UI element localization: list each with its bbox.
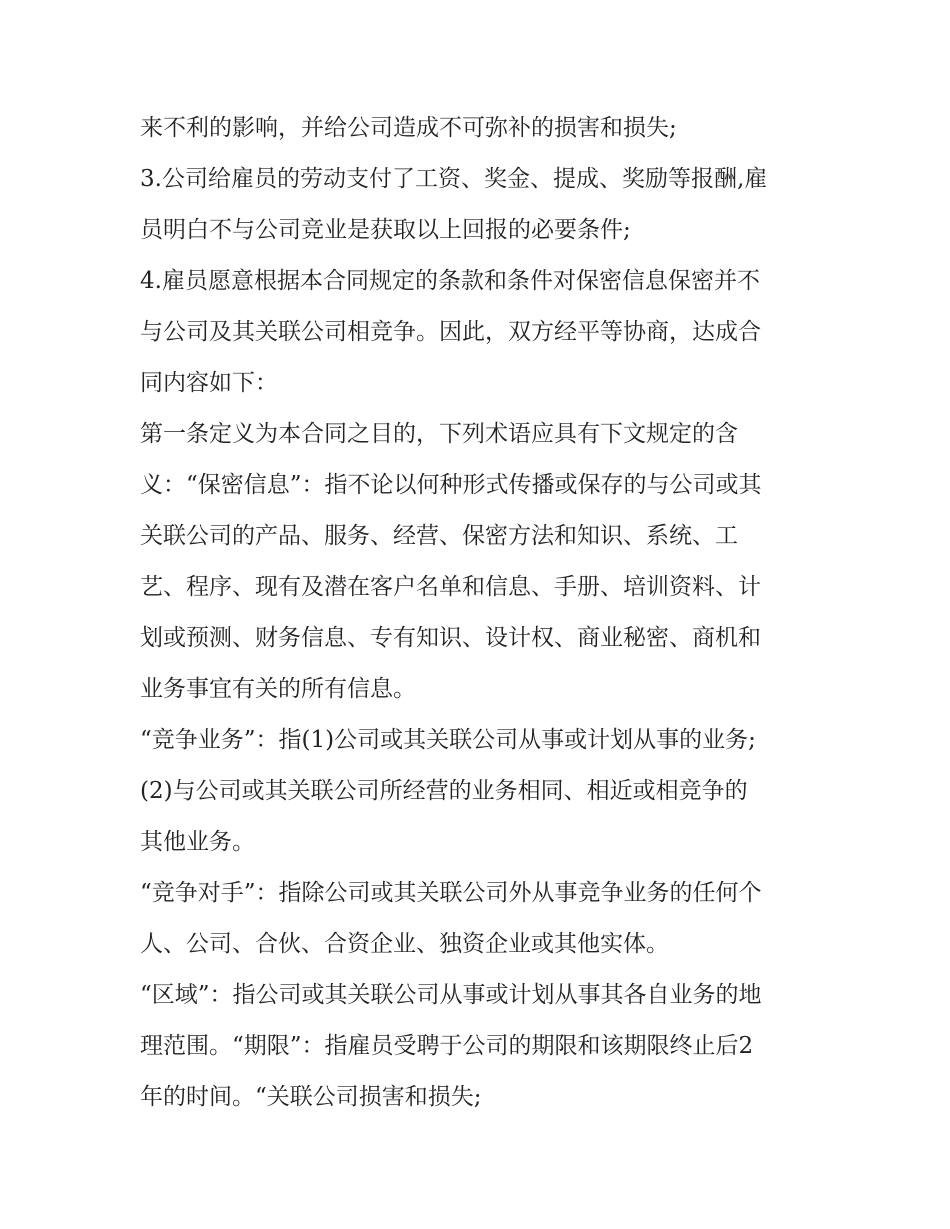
text-line: 年的时间。“关联公司损害和损失; (140, 1084, 482, 1110)
text-line: 4.雇员愿意根据本合同规定的条款和条件对保密信息保密并不 (140, 268, 760, 294)
text-line: 人、公司、合伙、合资企业、独资企业或其他实体。 (140, 931, 669, 957)
text-line: 划或预测、财务信息、专有知识、设计权、商业秘密、商机和 (140, 625, 761, 651)
document-body (140, 103, 820, 1123)
text-line: 来不利的影响，并给公司造成不可弥补的损害和损失; (140, 115, 677, 141)
text-line: “竞争对手”：指除公司或其关联公司外从事竞争业务的任何个 (140, 880, 762, 906)
text-line: 其他业务。 (140, 829, 255, 855)
text-line: 员明白不与公司竞业是获取以上回报的必要条件; (140, 217, 631, 243)
text-line: 关联公司的产品、服务、经营、保密方法和知识、系统、工 (140, 523, 738, 549)
text-line: 3.公司给雇员的劳动支付了工资、奖金、提成、奖励等报酬,雇 (140, 166, 768, 192)
text-line: “区域”：指公司或其关联公司从事或计划从事其各自业务的地 (140, 982, 762, 1008)
text-line: “竞争业务”：指(1)公司或其关联公司从事或计划从事的业务; (140, 727, 756, 753)
text-line: 理范围。“期限”：指雇员受聘于公司的期限和该期限终止后2 (140, 1033, 754, 1059)
text-line: 艺、程序、现有及潜在客户名单和信息、手册、培训资料、计 (140, 574, 761, 600)
text-line: 与公司及其关联公司相竞争。因此，双方经平等协商，达成合 (140, 319, 761, 345)
text-line: 第一条定义为本合同之目的，下列术语应具有下文规定的含 (140, 421, 738, 447)
text-line: 同内容如下： (140, 370, 278, 396)
text-line: 业务事宜有关的所有信息。 (140, 676, 416, 702)
text-line: 义：“保密信息”：指不论以何种形式传播或保存的与公司或其 (140, 472, 762, 498)
text-line: (2)与公司或其关联公司所经营的业务相同、相近或相竞争的 (140, 778, 748, 804)
